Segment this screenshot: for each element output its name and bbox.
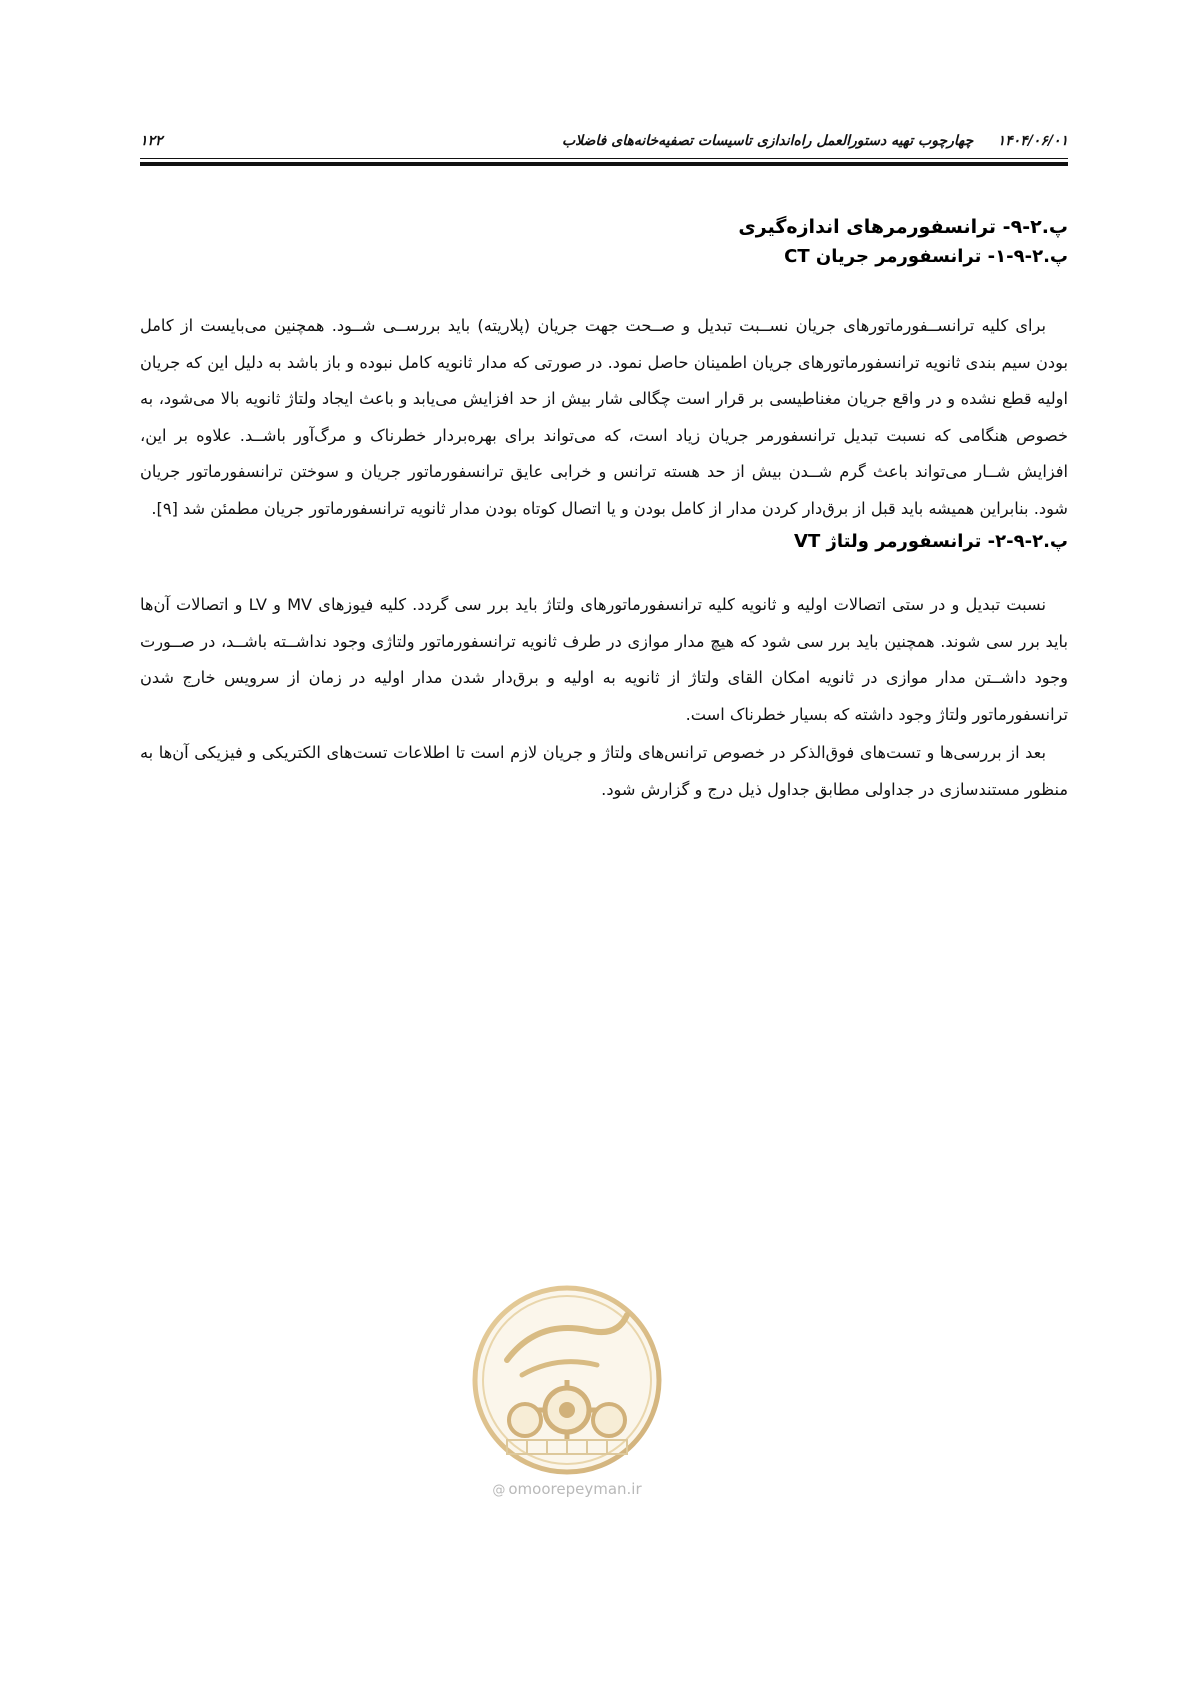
watermark-logo	[467, 1280, 667, 1480]
paragraph-vt-2: بعد از بررسی‌ها و تست‌های فوق‌الذکر در خصوص ترانس‌های ولتاژ و جریان لازم است تا اطلاعات تست‌های الکتریکی و فیزیکی آن‌ها به منظور مستندسازی در جداولی مطابق جداول ذیل درج و گزارش شود.	[140, 743, 1068, 799]
subsection-heading-ct: پ.۲-۹-۱- ترانسفورمر جریان CT	[784, 246, 1068, 267]
paragraph-vt-1: نسبت تبدیل و در ستی اتصالات اولیه و ثانویه کلیه ترانسفورماتورهای ولتاژ باید برر سی گردد. کلیه فیوزهای MV و LV و اتصالات آن‌ها باید برر سی شوند. همچنین باید برر سی شود که هیچ مدار موازی در طرف ثانویه ترانسفورماتور ولتاژی وجود نداشــته باشــد، در صــورت وجود داشــتن مدار موازی در ثانویه امکان القای ولتاژ از ثانویه به اولیه و برق‌دار شدن مدار اولیه در زمان از سرویس خارج شدن ترانسفورماتور ولتاژ وجود داشته که بسیار خطرناک است.	[140, 595, 1068, 724]
paragraph-ct: برای کلیه ترانســفورماتورهای جریان نســبت تبدیل و صــحت جهت جریان (پلاریته) باید بررســی شــود. همچنین می‌بایست از کامل بودن سیم بندی ثانویه ترانسفورماتورهای جریان اطمینان حاصل نمود. در صورتی که مدار ثانویه کامل نبوده و باز باشد به دلیل این که جریان اولیه قطع نشده و در واقع جریان مغناطیسی بر قرار است چگالی شار بیش از حد افزایش می‌یابد و باعث ایجاد ولتاژ ثانویه بالا می‌شود، به خصوص هنگامی که نسبت تبدیل ترانسفورمر جریان زیاد است، که می‌تواند برای بهره‌بردار خطرناک و مرگ‌آور باشــد. علاوه بر این، افزایش شــار می‌تواند باعث گرم شــدن بیش از حد هسته ترانس و خرابی عایق ترانسفورماتور جریان و سوختن ترانسفورماتور جریان شود. بنابراین همیشه باید قبل از برق‌دار کردن مدار از کامل بودن و یا اتصال کوتاه بودن مدار ثانویه ترانسفورماتور جریان مطمئن شد [۹].	[140, 316, 1068, 518]
subsection-heading-vt: پ.۲-۹-۲- ترانسفورمر ولتاژ VT	[794, 531, 1068, 552]
header-date: ۱۴۰۴/۰۶/۰۱	[997, 133, 1068, 149]
watermark-url-text: omoorepeyman.ir	[508, 1480, 642, 1498]
header-rule-thin	[140, 158, 1068, 159]
watermark-url	[467, 1480, 667, 1498]
page-number: ۱۲۲	[140, 133, 163, 149]
header-document-title: چهارچوب تهیه دستورالعمل راه‌اندازی تاسیسات تصفیه‌خانه‌های فاضلاب	[561, 133, 974, 149]
header-title	[562, 133, 1068, 149]
header-rule-thick	[140, 162, 1068, 166]
at-icon: @	[492, 1483, 506, 1498]
running-header	[140, 128, 1068, 154]
section-heading: پ.۲-۹- ترانسفورمرهای اندازه‌گیری	[738, 216, 1068, 238]
page-content	[140, 212, 1068, 808]
